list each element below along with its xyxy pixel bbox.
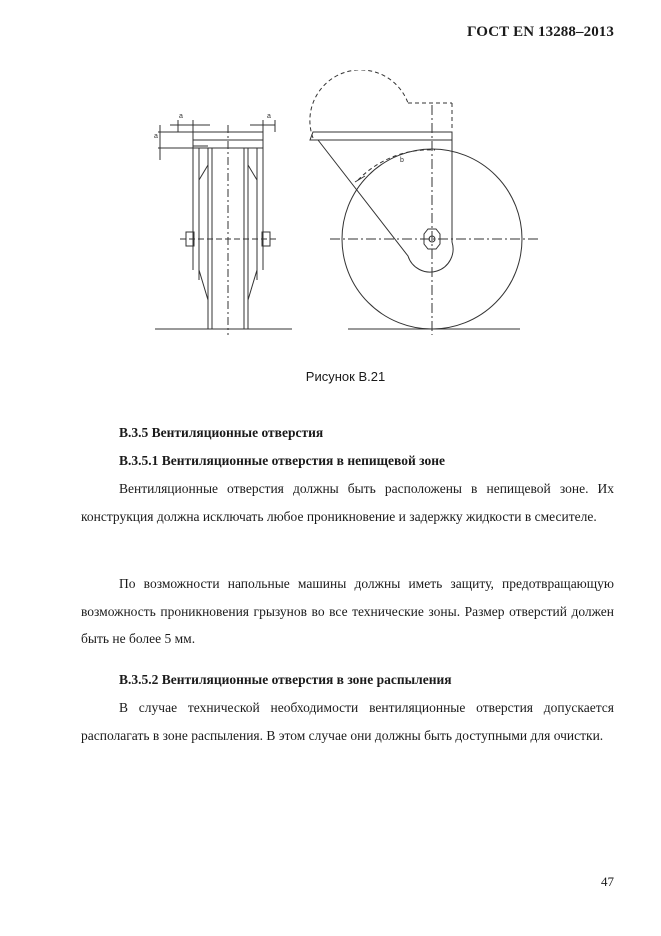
dim-label-b: b xyxy=(400,157,404,164)
section-heading-3-5-2: В.3.5.2 Вентиляционные отверстия в зоне распыления xyxy=(119,672,452,687)
dim-label-a1: a xyxy=(179,113,183,120)
page-number: 47 xyxy=(601,874,614,889)
caster-wheel-drawing xyxy=(150,70,550,340)
paragraph-1: Вентиляционные отверстия должны быть расположены в непищевой зоне. Их конструкция должна исключать любое проникновение и задержку жидкости в смесителе. xyxy=(81,481,614,524)
side-view xyxy=(310,70,538,335)
standard-header: ГОСТ EN 13288–2013 xyxy=(467,24,614,40)
section-heading-3-5-1: В.3.5.1 Вентиляционные отверстия в непищевой зоне xyxy=(119,453,446,468)
dim-label-a2: a xyxy=(267,113,271,120)
front-view xyxy=(155,120,292,335)
figure-caption: Рисунок В.21 xyxy=(305,369,386,384)
paragraph-3: В случае технической необходимости вентиляционные отверстия допускается располагать в зоне распыления. В этом случае они должны быть доступными для очистки. xyxy=(81,700,614,743)
paragraph-2: По возможности напольные машины должны иметь защиту, предотвращающую возможность проникновения грызунов во все технические зоны. Размер отверстий должен быть не более 5 мм. xyxy=(81,576,614,646)
section-heading-3-5: В.3.5 Вентиляционные отверстия xyxy=(119,425,324,440)
dim-label-a3: a xyxy=(154,133,158,140)
